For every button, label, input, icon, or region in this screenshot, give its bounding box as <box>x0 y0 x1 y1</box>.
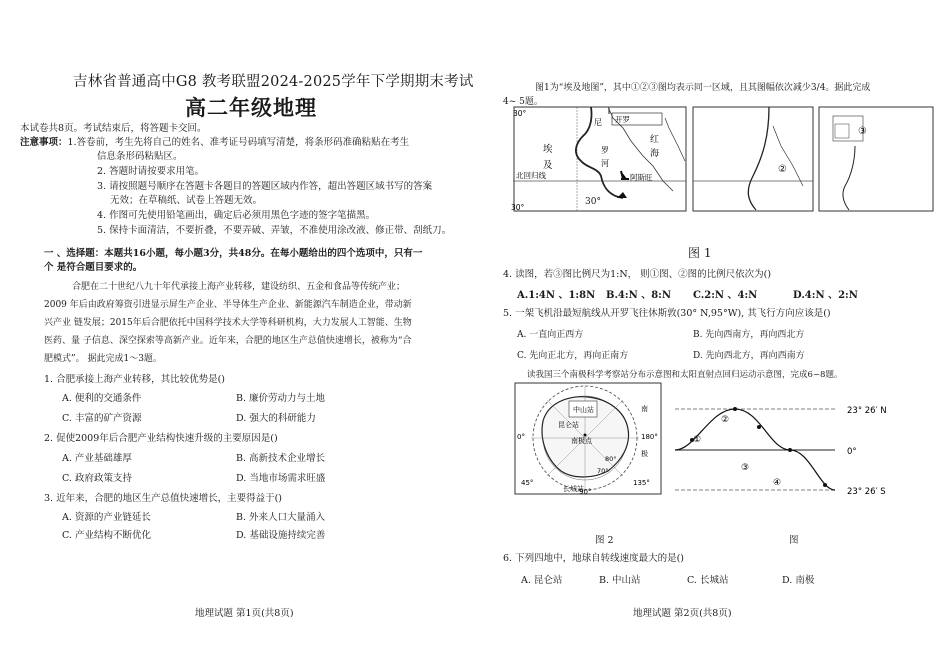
fig1-he: 河 <box>601 159 609 168</box>
fig1-hai: 海 <box>650 149 660 159</box>
figure-1-egypt-map <box>513 106 935 218</box>
exam-page-2 <box>475 0 950 671</box>
q1-option-c[interactable]: C. 丰富的矿产资源 <box>62 413 142 424</box>
q2-stem: 2. 促使2009年后合肥产业结构快速升级的主要原因是() <box>44 433 278 444</box>
figure-1-caption: 图 1 <box>688 246 712 260</box>
q4-option-d[interactable]: D.4:N 、2:N <box>793 290 858 301</box>
notice-item3: 3. 请按照题号顺序在答题卡各题目的答题区域内作答，超出答题区域书写的答案 <box>97 181 433 192</box>
fig1-lon30: 30° <box>511 203 525 212</box>
fig2-south-top: 南 <box>641 405 648 413</box>
passage1-line1: 合肥在二十世纪八九十年代承接上海产业转移，建设纺织、五金和食品等传统产业； <box>72 282 406 292</box>
q1-option-a[interactable]: A. 便利的交通条件 <box>62 393 142 404</box>
fig2-45: 45° <box>521 479 534 487</box>
fig2-kunlun: 昆仑站 <box>558 421 579 429</box>
fig2-nanji: 南极点 <box>571 437 592 445</box>
passage1-line4: 医药、量 子信息、深空探索等高新产业。近年来，合肥的地区生产总值快速增长，被称为“合 <box>44 336 412 346</box>
q2-option-c[interactable]: C. 政府政策支持 <box>62 473 132 484</box>
fig1-intro-cont: 4~ 5题。 <box>503 97 543 107</box>
fig1-lat30-left: 30° <box>585 197 601 207</box>
fig1-ni: 尼 <box>594 118 602 127</box>
fig3-label-s: 23° 26′ S <box>847 487 886 497</box>
fig1-kailuo: 开罗 <box>615 115 630 124</box>
notice-label: 注意事项： <box>20 137 68 148</box>
fig1-ai: 埃 <box>543 144 553 155</box>
fig1-lat30-top: 30° <box>513 109 527 118</box>
q2-option-d[interactable]: D. 当地市场需求旺盛 <box>236 473 326 484</box>
q6-option-c[interactable]: C. 长城站 <box>687 575 729 586</box>
subject-title: 高二年级地理 <box>185 95 317 120</box>
fig2-0: 0° <box>517 433 525 441</box>
notice-item5: 5. 保持卡面清洁，不要折叠，不要弄破、弄皱，不准使用涂改液、修正带、刮纸刀。 <box>97 225 452 236</box>
page-footer: 地理试题 第1页(共8页) <box>195 608 294 619</box>
fig1-circle-3: ③ <box>858 126 867 137</box>
fig2-80: 80° <box>605 455 617 463</box>
fig3-label-n: 23° 26′ N <box>847 406 887 416</box>
q3-option-d[interactable]: D. 基础设施持续完善 <box>236 530 326 541</box>
q4-option-b[interactable]: B.4:N 、8:N <box>606 290 671 301</box>
q1-option-d[interactable]: D. 强大的科研能力 <box>236 413 316 424</box>
fig1-hong: 红 <box>650 135 660 145</box>
q3-option-c[interactable]: C. 产业结构不断优化 <box>62 530 151 541</box>
q5-option-c[interactable]: C. 先向正北方，再向正南方 <box>517 351 629 361</box>
figure-3-solar-migration <box>675 397 945 502</box>
q5-option-a[interactable]: A. 一直向正西方 <box>517 330 584 340</box>
fig1-tropic: 北回归线 <box>516 171 546 180</box>
fig1-ji: 及 <box>543 160 553 171</box>
q6-stem: 6. 下列四地中，地球自转线速度最大的是() <box>503 553 684 564</box>
exam-title: 吉林省普通高中G8 教考联盟2024-2025学年下学期期末考试 <box>73 74 474 90</box>
fig1-circle-2: ② <box>778 164 787 175</box>
fig2-90: 90° <box>579 488 592 496</box>
fig3-circle-3: ③ <box>741 463 750 473</box>
fig2-intro: 读我国三个南极科学考察站分布示意图和太阳直射点回归运动示意图，完成6~8题。 <box>527 370 843 380</box>
q6-option-a[interactable]: A. 昆仑站 <box>521 575 563 586</box>
fig3-label-eq: 0° <box>847 447 857 457</box>
fig2-135: 135° <box>633 479 650 487</box>
passage1-line3: 兴产业 链发展；2015年后合肥依托中国科学技术大学等科研机构，大力发展人工智能、生物 <box>44 318 412 328</box>
section1-heading: 一 、选择题：本题共16小题，每小题3分，共48分。在每小题给出的四个选项中，只有一 <box>44 248 423 259</box>
fig2-south-bottom: 极 <box>641 450 648 458</box>
q5-option-b[interactable]: B. 先向西南方，再向西北方 <box>693 330 805 340</box>
q2-option-b[interactable]: B. 高新技术企业增长 <box>236 453 326 464</box>
page-footer: 地理试题 第2页(共8页) <box>633 608 732 619</box>
notice-intro: 本试卷共8页。考试结束后，将答题卡交回。 <box>20 123 207 134</box>
fig1-intro: 图1为“埃及地图”，其中①②③图均表示同一区域，且其图幅依次减少3/4。据此完成 <box>535 83 871 93</box>
figure-2-antarctica-map <box>513 381 663 496</box>
q5-option-d[interactable]: D. 先向西北方，再向西南方 <box>693 351 805 361</box>
q3-stem: 3. 近年来，合肥的地区生产总值快速增长，主要得益于() <box>44 493 282 504</box>
section1-heading-cont: 个 是符合题目要求的。 <box>44 262 143 273</box>
passage1-line5: 肥模式”。 据此完成1～3题。 <box>44 354 162 364</box>
notice-item3-cont: 无效；在草稿纸、试卷上答题无效。 <box>110 195 263 206</box>
passage1-line2: 2009 年后由政府筹资引进显示屏生产企业、半导体生产企业、新能源汽车制造企业，带动新 <box>44 300 412 310</box>
q4-option-c[interactable]: C.2:N 、4:N <box>693 290 758 301</box>
notice-item1: 注意事项：1.答卷前，考生先将自己的姓名、准考证号码填写清楚，将条形码准确粘贴在考生 <box>20 137 410 148</box>
q4-option-a[interactable]: A.1:4N 、1:8N <box>517 290 596 301</box>
fig3-circle-2: ② <box>721 415 730 425</box>
q5-stem: 5. 一架飞机沿最短航线从开罗飞往休斯敦(30° N,95°W), 其飞行方向应该是() <box>503 308 831 319</box>
q6-option-d[interactable]: D. 南极 <box>782 575 815 586</box>
notice-item2: 2. 答题时请按要求用笔。 <box>97 166 205 177</box>
q1-stem: 1. 合肥承接上海产业转移，其比较优势是() <box>44 374 225 385</box>
q6-option-b[interactable]: B. 中山站 <box>599 575 641 586</box>
fig3-circle-1: ① <box>693 435 702 445</box>
q1-option-b[interactable]: B. 廉价劳动力与土地 <box>236 393 326 404</box>
q3-option-b[interactable]: B. 外来人口大量涌入 <box>236 512 326 523</box>
figure-2-caption: 图 2 <box>595 535 614 546</box>
fig1-asiwang: 阿斯旺 <box>630 173 653 182</box>
fig2-180: 180° <box>641 433 658 441</box>
notice-item1-cont: 信息条形码粘贴区。 <box>97 151 183 162</box>
fig2-zhongshan: 中山站 <box>573 406 594 414</box>
fig2-changcheng: 长城站 <box>563 485 584 493</box>
q4-stem: 4. 读图，若③图比例尺为1:N， 则①图、②图的比例尺依次为() <box>503 269 772 280</box>
fig2-70: 70° <box>597 467 609 475</box>
fig1-luo: 罗 <box>601 146 609 155</box>
figure-3-caption: 图 <box>789 535 799 546</box>
notice-item4: 4. 作图可先使用铅笔画出，确定后必须用黑色字迹的签字笔描黑。 <box>97 210 376 221</box>
q3-option-a[interactable]: A. 资源的产业链延长 <box>62 512 151 523</box>
q2-option-a[interactable]: A. 产业基础雄厚 <box>62 453 132 464</box>
fig3-circle-4: ④ <box>773 478 782 488</box>
